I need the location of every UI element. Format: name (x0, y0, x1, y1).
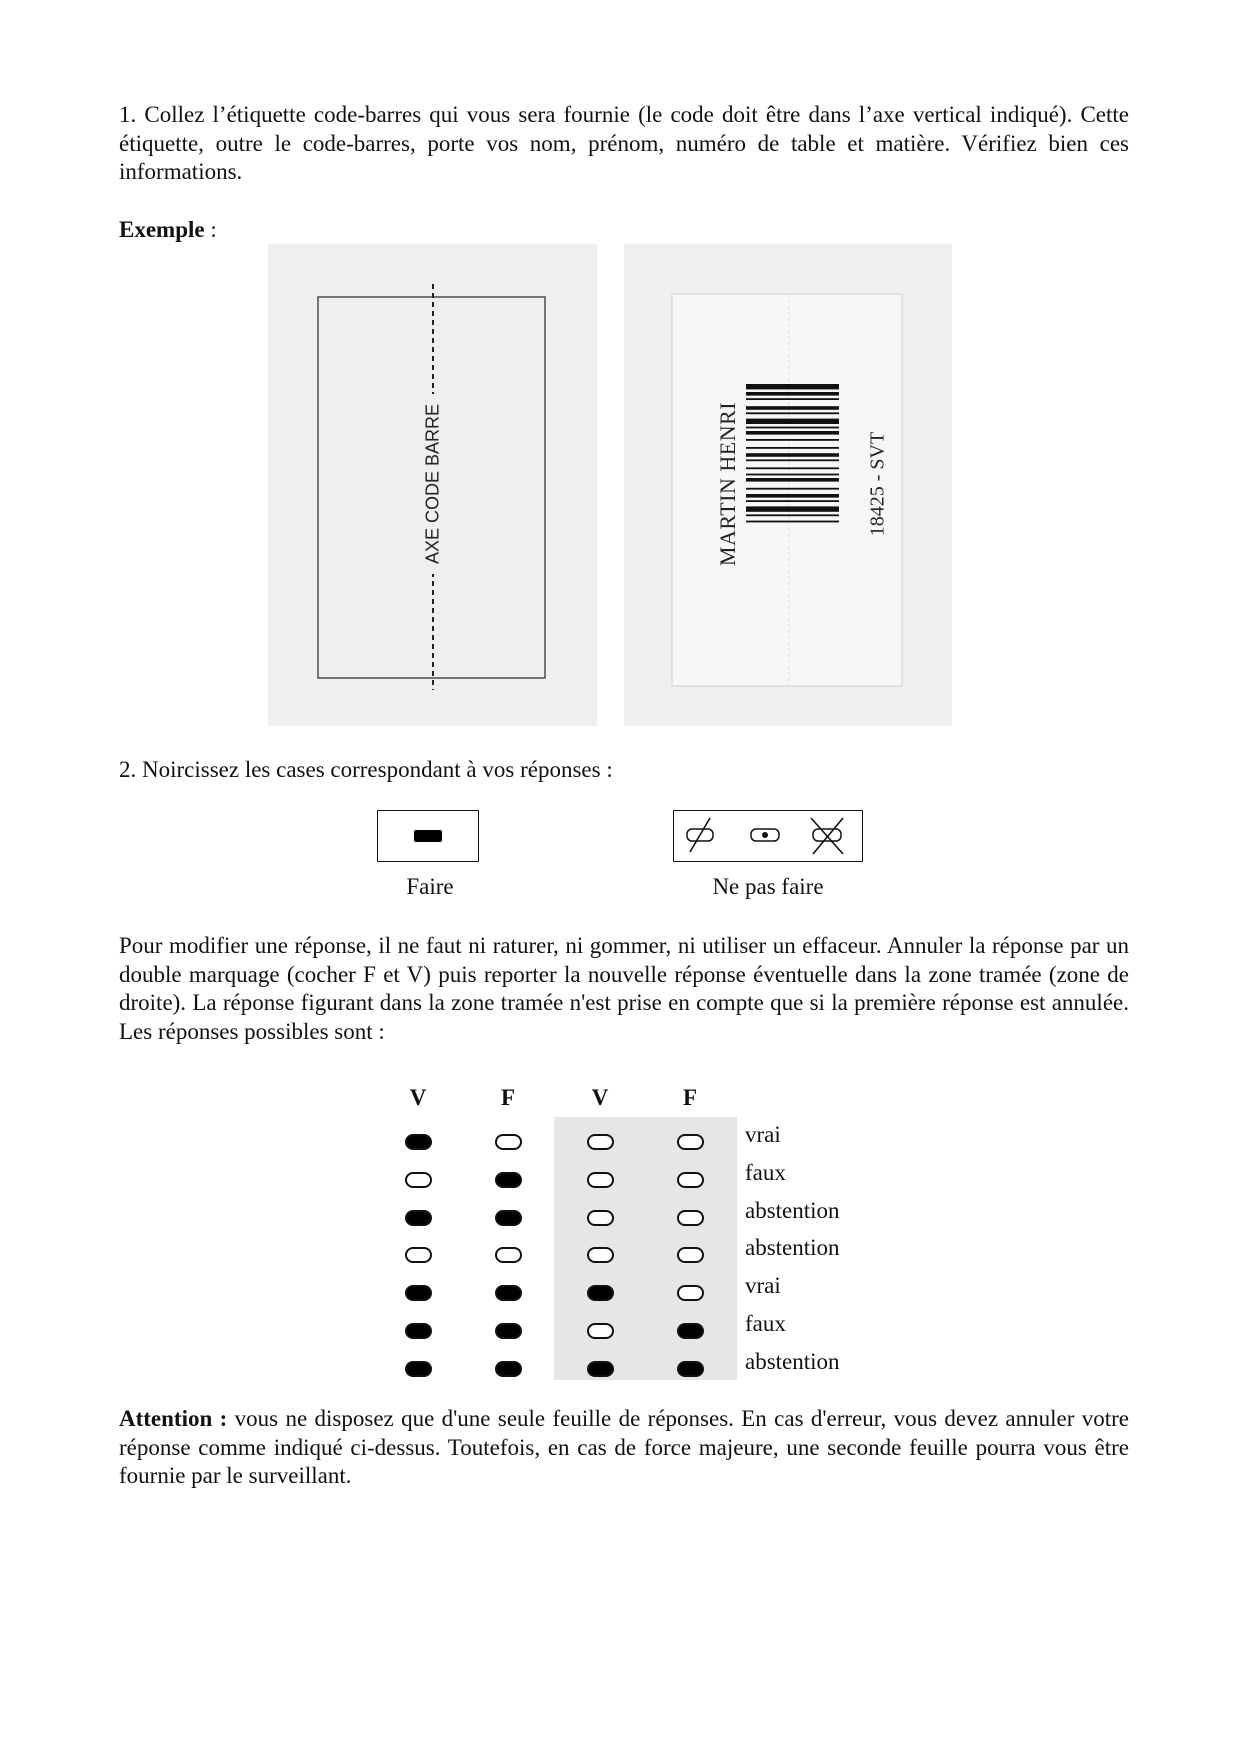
dont-example-box (673, 810, 863, 862)
example-colon: : (204, 217, 217, 242)
filled-bubble (495, 1285, 522, 1301)
barcode-bar (746, 427, 839, 429)
barcode-bar (746, 406, 839, 410)
filled-bubble (677, 1323, 704, 1339)
modify-instructions (119, 932, 1129, 1046)
empty-bubble (677, 1285, 704, 1301)
label-drawing (624, 244, 952, 726)
empty-bubble (587, 1134, 614, 1150)
empty-bubble (587, 1323, 614, 1339)
filled-bubble (587, 1285, 614, 1301)
filled-bubble (495, 1172, 522, 1188)
empty-bubble (677, 1210, 704, 1226)
answer-meaning: vrai (745, 1122, 781, 1147)
barcode-bar (746, 514, 839, 516)
step-1-text: 1. Collez l’étiquette code-barres qui vous sera fournie (le code doit être dans l’axe vertical indiqué). Cette étiquette, outre le code-barres, porte vos nom, prénom, numéro de table et matière. Vérifiez bien ces informations. (119, 102, 1129, 184)
filled-bubble (405, 1210, 432, 1226)
filled-bubble (405, 1361, 432, 1377)
attention-note (119, 1405, 1129, 1491)
barcode-bar (746, 384, 839, 389)
empty-bubble (587, 1247, 614, 1263)
instruction-step-1 (119, 101, 1129, 187)
filled-bubble (677, 1361, 704, 1377)
do-caption: Faire (406, 874, 454, 899)
barcode-bar (746, 439, 839, 441)
filled-bubble (587, 1361, 614, 1377)
answer-meaning: abstention (745, 1197, 840, 1223)
empty-bubble (495, 1134, 522, 1150)
barcode-bar (746, 392, 839, 396)
do-example-box (377, 810, 479, 862)
attention-label: Attention : (119, 1406, 228, 1431)
empty-bubble (587, 1210, 614, 1226)
barcode-bar (746, 500, 839, 502)
answer-meaning: abstention (745, 1348, 840, 1374)
filled-bubble (495, 1210, 522, 1226)
barcode-bar (746, 474, 839, 476)
filled-mark (414, 830, 442, 842)
example-heading (119, 216, 1129, 245)
barcode-bar (746, 506, 839, 511)
empty-bubble (677, 1134, 704, 1150)
instruction-step-2 (119, 756, 1129, 785)
example-label: Exemple (119, 217, 205, 242)
column-header: V (409, 1085, 427, 1110)
barcode-bar (746, 431, 839, 435)
empty-bubble (677, 1172, 704, 1188)
empty-bubble (495, 1247, 522, 1263)
barcode-bar (746, 398, 839, 400)
barcode-bar (746, 447, 839, 449)
attention-text: vous ne disposez que d'une seule feuille de réponses. En cas d'erreur, vous devez annuler votre réponse comme indiqué ci-dessus. Toutefois, en cas de force majeure, une seconde feuille pourra vous être fournie par le surveillant. (119, 1406, 1129, 1488)
barcode-label-example (624, 244, 952, 726)
filled-bubble (405, 1134, 432, 1150)
axis-label: AXE CODE BARRE (422, 403, 443, 565)
barcode-axis-example (268, 244, 597, 726)
barcode-bar (746, 494, 839, 498)
filled-bubble (405, 1323, 432, 1339)
filled-bubble (495, 1361, 522, 1377)
barcode-bar (746, 453, 839, 457)
answer-meaning: faux (745, 1159, 786, 1185)
barcode-bar (746, 467, 839, 469)
filled-bubble (495, 1323, 522, 1339)
shaded-zone (554, 1117, 737, 1380)
step-2-text: 2. Noircissez les cases correspondant à vos réponses : (119, 757, 613, 782)
label-code: 18425 - SVT (866, 431, 889, 537)
empty-bubble (405, 1172, 432, 1188)
column-header: V (591, 1085, 609, 1110)
modify-text: Pour modifier une réponse, il ne faut ni raturer, ni gommer, ni utiliser un effaceur. Annuler la réponse par un double marquage (cocher F et V) puis reporter la nouvelle réponse éventuelle dans la zone tramée (zone de droite). La réponse figurant dans la zone tramée n'est prise en compte que si la première réponse est annulée. Les réponses possibles sont : (119, 933, 1129, 1044)
label-name: MARTIN HENRI (715, 401, 740, 567)
column-header: F (500, 1085, 516, 1110)
answer-meaning: faux (745, 1311, 786, 1336)
empty-bubble (677, 1247, 704, 1263)
answer-meaning: abstention (745, 1235, 840, 1261)
column-header: F (682, 1085, 698, 1110)
answer-meaning: vrai (745, 1273, 781, 1299)
empty-bubble (587, 1172, 614, 1188)
barcode-bar (746, 488, 839, 490)
empty-bubble (405, 1247, 432, 1263)
filled-bubble (405, 1285, 432, 1301)
barcode-bar (746, 412, 839, 414)
wrong-marks (673, 810, 863, 862)
barcode-bar (746, 459, 839, 461)
barcode-bar (746, 419, 839, 424)
barcode-bar (746, 478, 839, 482)
barcode-bar (746, 521, 839, 523)
dont-caption: Ne pas faire (712, 874, 824, 899)
